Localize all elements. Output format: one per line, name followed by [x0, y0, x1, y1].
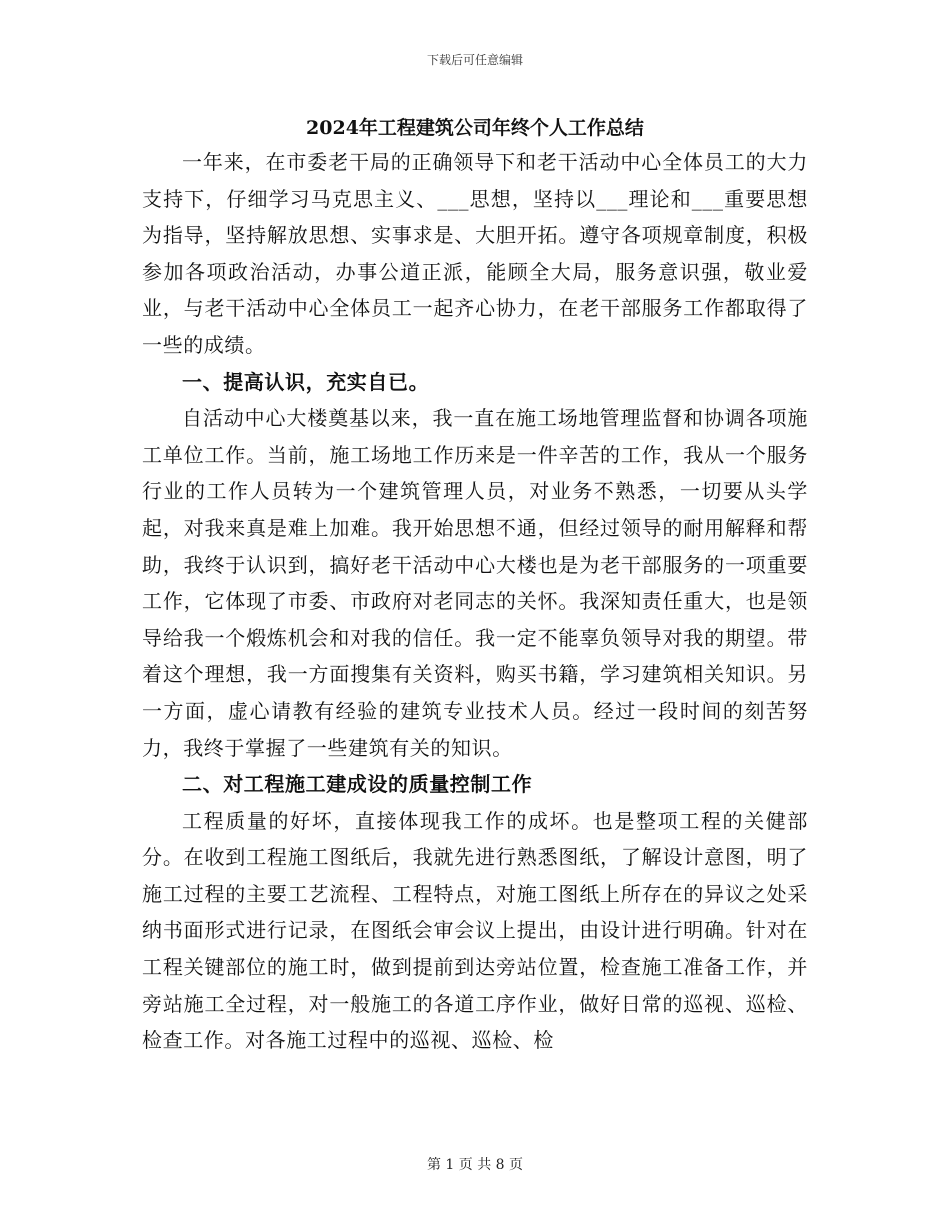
section-1-paragraph: 自活动中心大楼奠基以来，我一直在施工场地管理监督和协调各项施工单位工作。当前，施工场地工作历来是一件辛苦的工作，我从一个服务行业的工作人员转为一个建筑管理人员，对业务不熟悉，一切要从头学起，对我来真是难上加难。我开始思想不通，但经过领导的耐用解释和帮助，我终于认识到，搞好老干活动中心大楼也是为老干部服务的一项重要工作，它体现了市委、市政府对老同志的关怀。我深知责任重大，也是领导给我一个煅炼机会和对我的信任。我一定不能辜负领导对我的期望。带着这个理想，我一方面搜集有关资料，购买书籍，学习建筑相关知识。另一方面，虚心请教有经验的建筑专业技术人员。经过一段时间的刻苦努力，我终于掌握了一些建筑有关的知识。	[142, 406, 808, 760]
intro-paragraph: 一年来，在市委老干局的正确领导下和老干活动中心全体员工的大力支持下，仔细学习马克思主义、___思想，坚持以___理论和___重要思想为指导，坚持解放思想、实事求是、大胆开拓。遵守各项规章制度，积极参加各项政治活动，办事公道正派，能顾全大局，服务意识强，敬业爱业，与老干活动中心全体员工一起齐心协力，在老干部服务工作都取得了一些的成绩。	[142, 150, 808, 357]
section-1-heading: 一、提高认识，充实自已。	[182, 369, 430, 394]
section-2-heading: 二、对工程施工建成设的质量控制工作	[182, 772, 533, 797]
page-number-footer: 第 1 页 共 8 页	[426, 1157, 524, 1173]
section-2-paragraph: 工程质量的好坏，直接体现我工作的成坏。也是整项工程的关健部分。在收到工程施工图纸后，我就先进行熟悉图纸，了解设计意图，明了施工过程的主要工艺流程、工程特点，对施工图纸上所存在的异议之处采纳书面形式进行记录，在图纸会审会议上提出，由设计进行明确。针对在工程关键部位的施工时，做到提前到达旁站位置，检查施工准备工作，并旁站施工全过程，对一般施工的各道工序作业，做好日常的巡视、巡检、检查工作。对各施工过程中的巡视、巡检、检	[142, 808, 808, 1053]
page-header-note: 下载后可任意编辑	[426, 53, 523, 67]
document-title: 2024年工程建筑公司年终个人工作总结	[306, 117, 644, 139]
document-body	[142, 112, 808, 1059]
